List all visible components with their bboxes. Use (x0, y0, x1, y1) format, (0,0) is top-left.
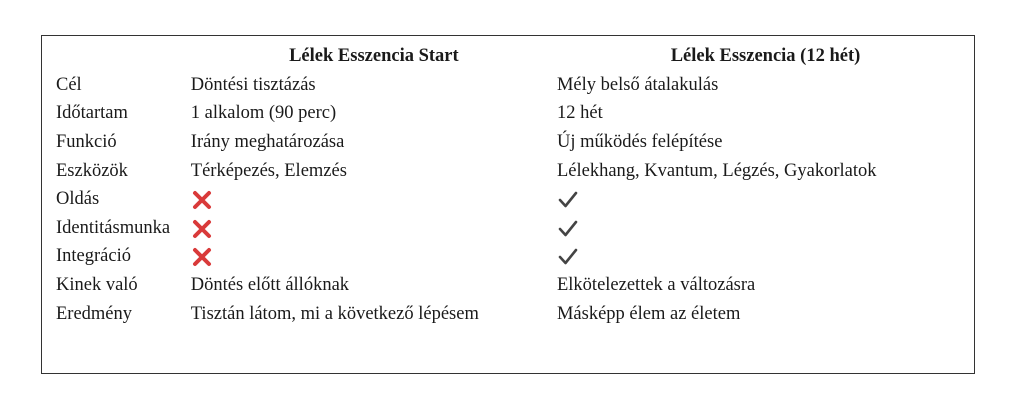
full-cell: Új működés felépítése (556, 132, 723, 153)
start-cell (191, 185, 557, 214)
row-label: Oldás (56, 189, 100, 210)
table-row (42, 99, 974, 128)
start-cell: 1 alkalom (90 perc) (190, 103, 337, 124)
row-label: Funkció (56, 132, 117, 153)
header-start: Lélek Esszencia Start (289, 46, 459, 67)
check-icon (557, 189, 579, 211)
start-cell: Irány meghatározása (190, 132, 345, 153)
table-header-row (42, 42, 974, 71)
full-cell: Másképp élem az életem (556, 303, 741, 324)
header-full: Lélek Esszencia (12 hét) (670, 46, 861, 67)
full-cell: Elkötelezettek a változásra (556, 275, 756, 296)
start-cell: Térképezés, Elemzés (190, 160, 347, 181)
cross-icon (191, 218, 213, 240)
start-cell: Döntés előtt állóknak (190, 275, 350, 296)
cross-icon (191, 246, 213, 268)
row-label: Integráció (56, 246, 131, 267)
start-cell: Döntési tisztázás (190, 74, 316, 95)
full-cell (557, 214, 974, 243)
start-cell: Tisztán látom, mi a következő lépésem (190, 303, 479, 324)
full-cell: Lélekhang, Kvantum, Légzés, Gyakorlatok (556, 160, 877, 181)
full-cell (557, 242, 974, 271)
full-cell: 12 hét (556, 103, 603, 124)
header-empty (42, 42, 191, 71)
table-row (42, 185, 974, 214)
check-icon (557, 218, 579, 240)
table-row (42, 156, 974, 185)
start-cell (191, 214, 557, 243)
table-row (42, 242, 974, 271)
comparison-table-frame (41, 35, 975, 374)
table-row (42, 299, 974, 328)
row-label: Identitásmunka (56, 217, 171, 238)
full-cell (557, 185, 974, 214)
cross-icon (191, 189, 213, 211)
table-row (42, 271, 974, 300)
full-cell: Mély belső átalakulás (556, 74, 719, 95)
table-row (42, 71, 974, 100)
row-label: Cél (56, 74, 82, 95)
row-label: Időtartam (56, 103, 128, 124)
check-icon (557, 246, 579, 268)
comparison-table (42, 42, 974, 328)
row-label: Kinek való (56, 275, 138, 296)
row-label: Eredmény (56, 303, 133, 324)
start-cell (191, 242, 557, 271)
row-label: Eszközök (56, 160, 128, 181)
table-row (42, 214, 974, 243)
table-row (42, 128, 974, 157)
